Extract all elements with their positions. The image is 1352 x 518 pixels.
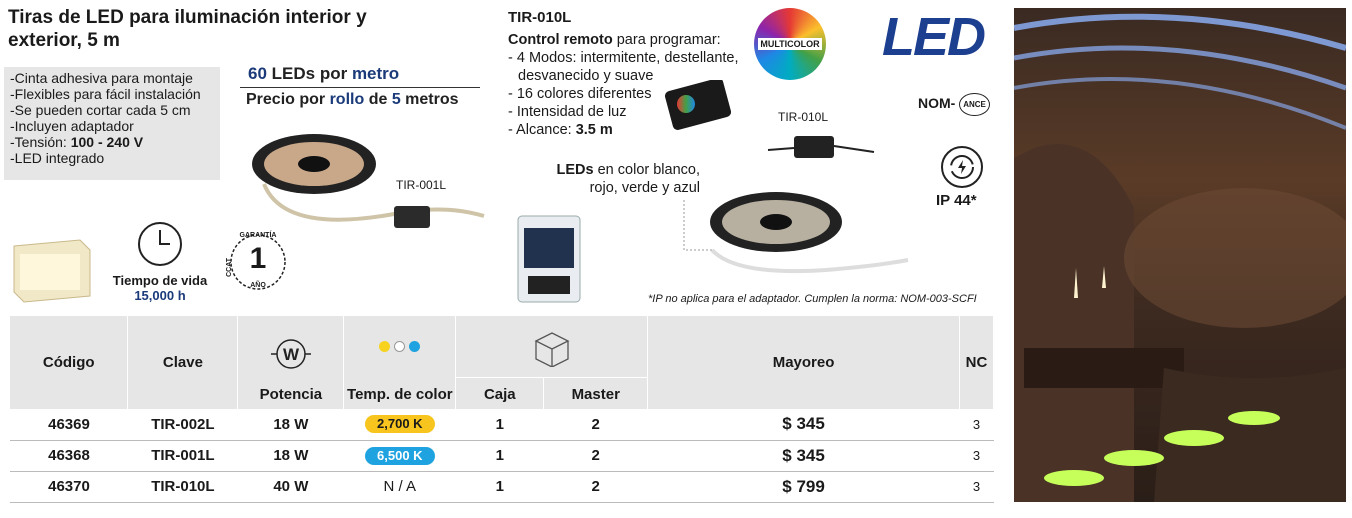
- table-row: 46369 TIR-002L 18 W 2,700 K 1 2 $ 345 3: [10, 409, 994, 440]
- feature-item: -Cinta adhesiva para montaje: [10, 70, 193, 86]
- feature-voltage: -Tensión: 100 - 240 V: [10, 134, 144, 150]
- leds-per-meter: 60 LEDs por metro: [248, 64, 400, 83]
- product-box-image: [10, 236, 94, 304]
- cool-temp-pill: 6,500 K: [365, 447, 435, 465]
- blister-pack-image: [514, 214, 584, 304]
- nom-ance-badge: NOM- ANCE: [918, 93, 990, 116]
- header-wholesale: Mayoreo: [648, 316, 960, 409]
- feature-item: -Incluyen adaptador: [10, 118, 134, 134]
- tir-001l-label: TIR-001L: [396, 178, 447, 192]
- table-row: 46370 TIR-010L 40 W N / A 1 2 $ 799 3: [10, 471, 994, 502]
- bar-interior-photo: [1014, 8, 1346, 502]
- feature-item: -Se pueden cortar cada 5 cm: [10, 102, 191, 118]
- divider: [240, 87, 480, 88]
- ip-rating-icon: [941, 146, 983, 188]
- power-adapter-image: [764, 128, 884, 172]
- feature-item: -LED integrado: [10, 150, 105, 166]
- table-row: 46368 TIR-001L 18 W 6,500 K 1 2 $ 345 3: [10, 440, 994, 471]
- header-power: W Potencia: [238, 316, 344, 409]
- led-strip-reel-rgb-image: [676, 180, 916, 280]
- multicolor-icon: MULTICOLOR: [754, 8, 826, 80]
- svg-text:W: W: [282, 345, 299, 364]
- product-table: [10, 316, 994, 503]
- wattage-icon: [269, 334, 313, 374]
- color-dots-icon: [344, 341, 455, 352]
- feature-item: -Flexibles para fácil instalación: [10, 86, 201, 102]
- leds-colors-text: LEDs en color blanco, rojo, verde y azul: [556, 162, 700, 196]
- header-color-temp: Temp. de color: [344, 316, 456, 409]
- page-title: Tiras de LED para iluminación interior y exterior, 5 m: [8, 7, 367, 51]
- model-title: TIR-010L: [508, 9, 572, 26]
- features-box: [4, 67, 220, 180]
- header-nc: NC: [959, 316, 993, 409]
- box-icon: [530, 327, 574, 367]
- led-strip-reel-image: [244, 124, 494, 242]
- header-code: Código: [10, 316, 128, 409]
- footnote: *IP no aplica para el adaptador. Cumplen la norma: NOM-003-SCFI: [648, 293, 977, 305]
- led-logo: LED: [882, 7, 984, 67]
- ip-rating-label: IP 44*: [936, 192, 977, 209]
- header-key: Clave: [128, 316, 238, 409]
- price-per-roll: Precio por rollo de 5 metros: [246, 91, 459, 108]
- warm-temp-pill: 2,700 K: [365, 415, 435, 433]
- clock-icon: [136, 220, 184, 268]
- lifetime-info: Tiempo de vida 15,000 h: [112, 273, 208, 303]
- tir-010l-label: TIR-010L: [778, 110, 829, 124]
- warranty-badge: 1 GARANTÍA CCAT AÑO: [228, 232, 288, 292]
- header-packaging: Caja Master: [456, 316, 648, 409]
- remote-control-info: Control remoto para programar: - 4 Modos: intermitente, destellante, desvanecido y suave - 16 colores diferentes - Intensidad de luz - Alcance: 3.5 m: [508, 32, 739, 138]
- remote-control-image: [664, 80, 734, 132]
